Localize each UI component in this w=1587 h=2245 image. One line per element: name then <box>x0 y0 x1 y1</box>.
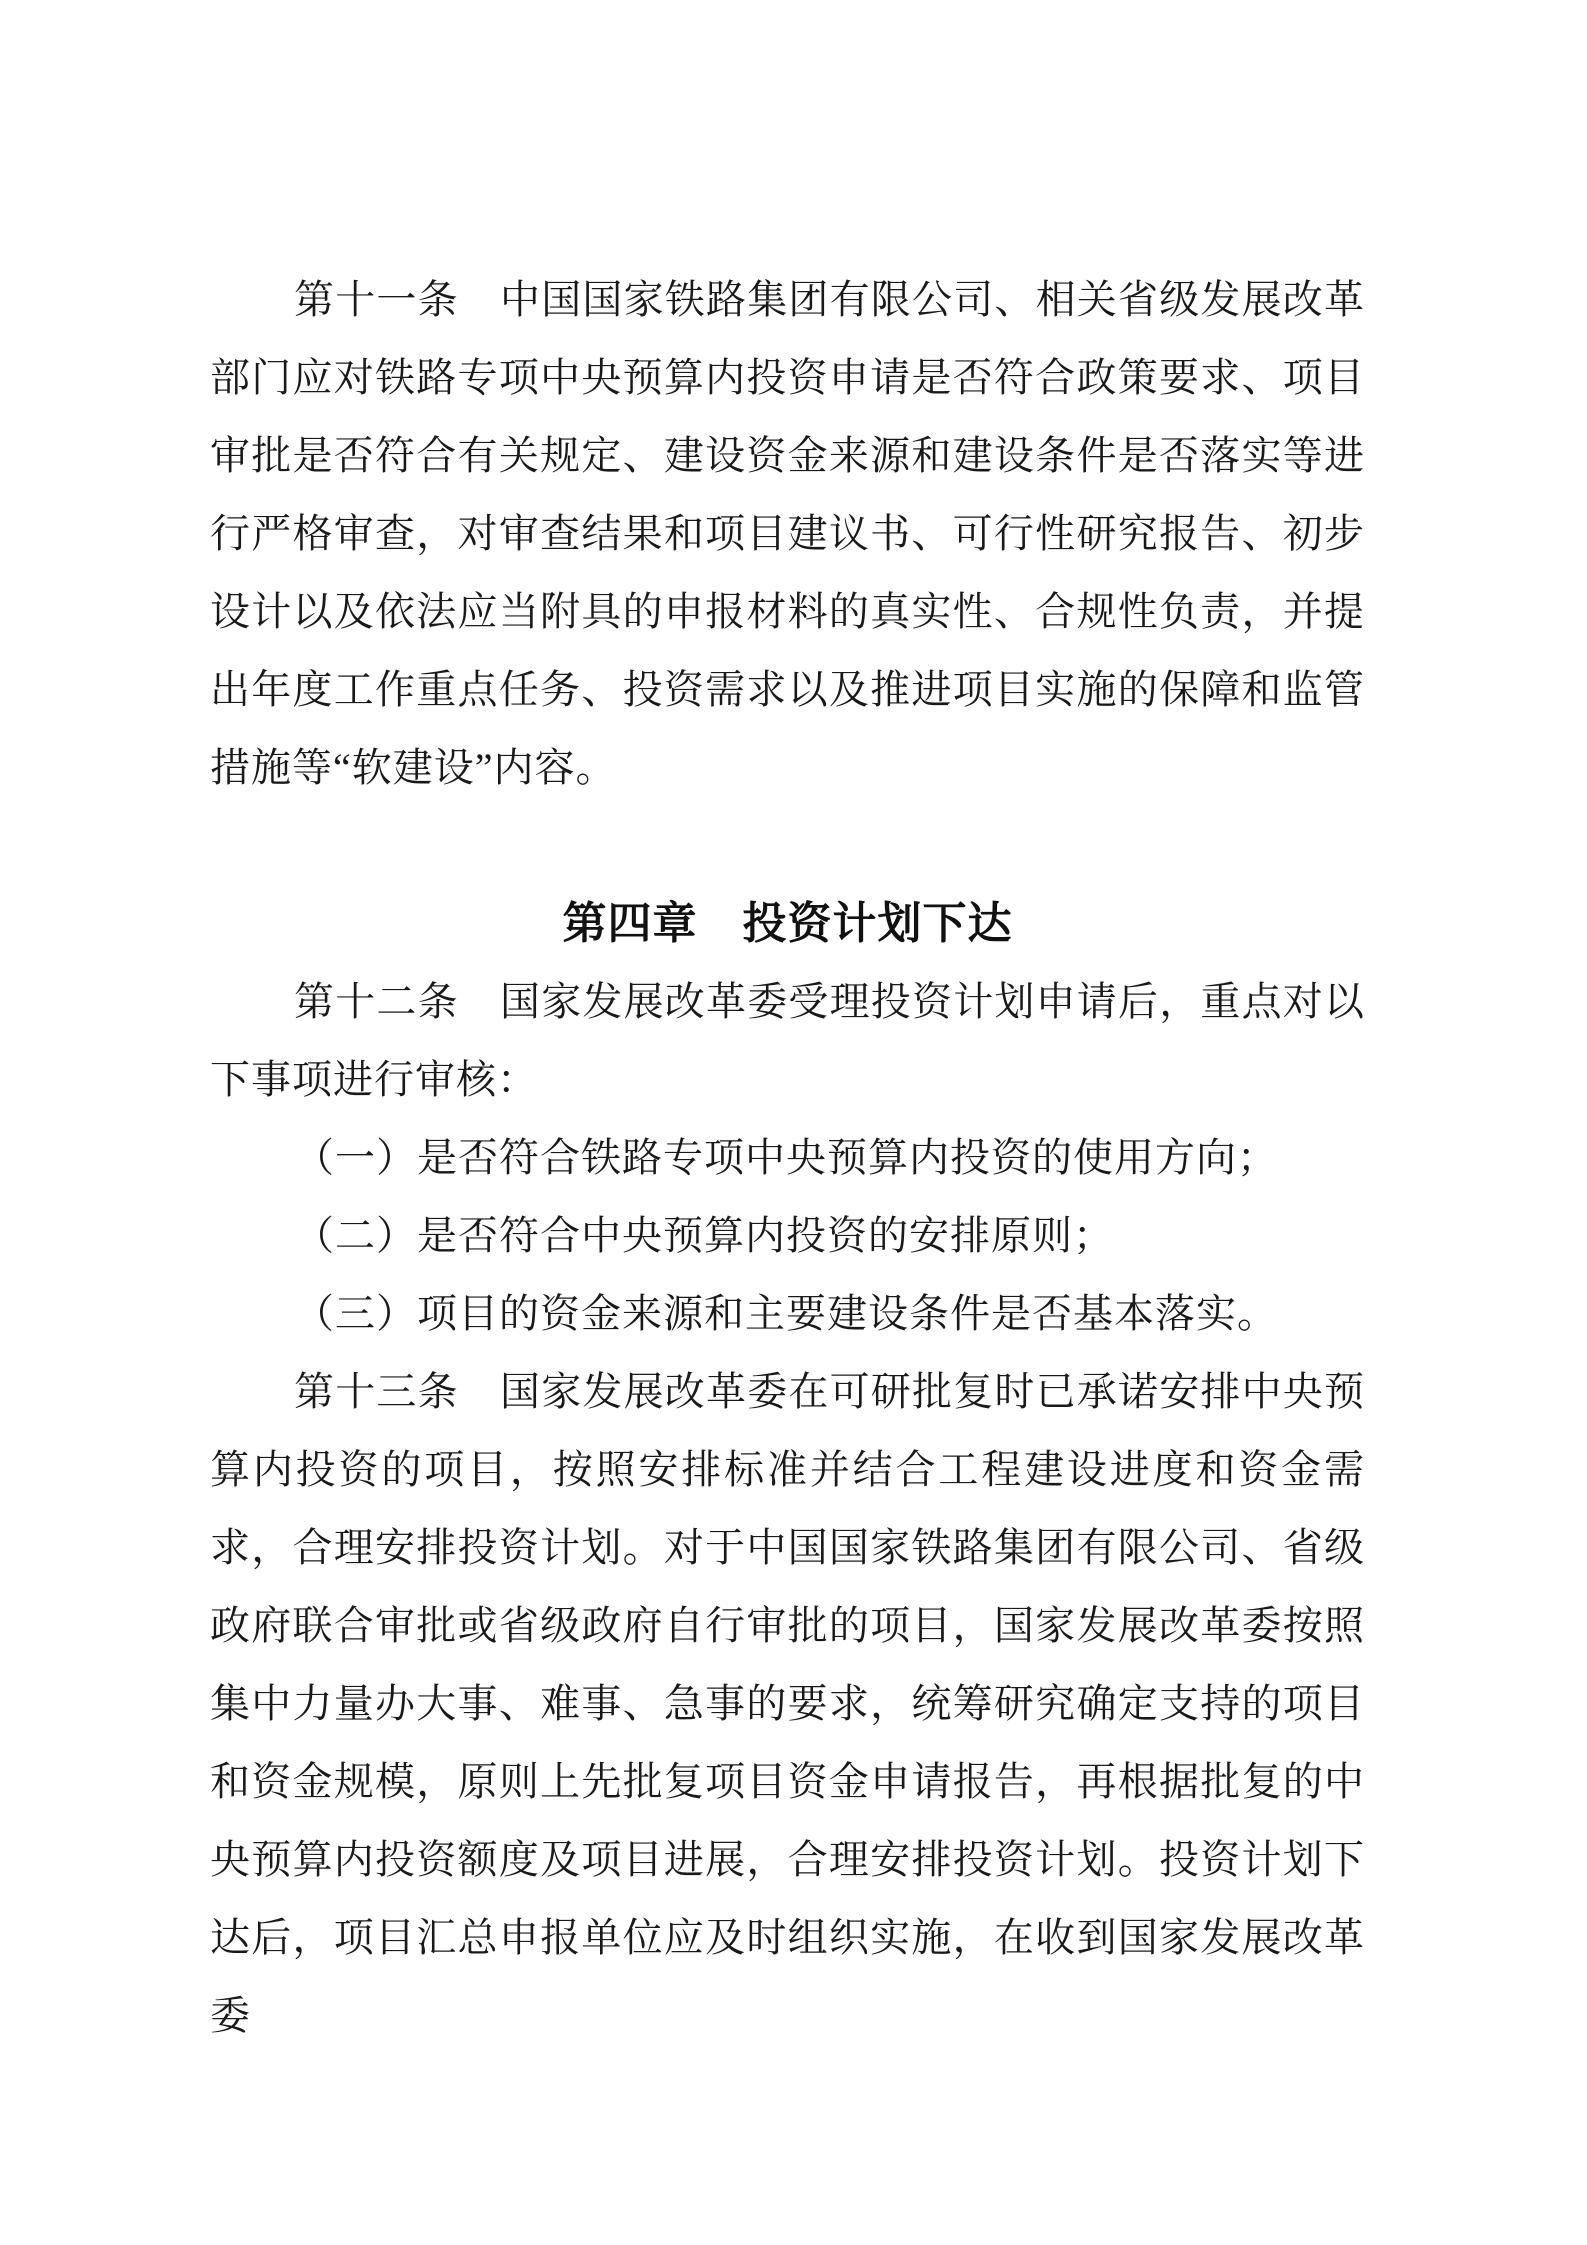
review-item-2: （二）是否符合中央预算内投资的安排原则； <box>294 1213 1114 1258</box>
review-item-3: （三）项目的资金来源和主要建设条件是否基本落实。 <box>294 1291 1278 1336</box>
article-13-paragraph: 第十三条 国家发展改革委在可研批复时已承诺安排中央预算内投资的项目，按照安排标准并结合工程建设进度和资金需求，合理安排投资计划。对于中国国家铁路集团有限公司、省级政府联合审批或省级政府自行审批的项目，国家发展改革委按照集中力量办大事、难事、急事的要求，统筹研究确定支持的项目和资金规模，原则上先批复项目资金申请报告，再根据批复的中央预算内投资额度及项目进展，合理安排投资计划。投资计划下达后，项目汇总申报单位应及时组织实施，在收到国家发展改革委 <box>210 1369 1365 2038</box>
text-column <box>210 261 1365 2055</box>
review-item-1: （一）是否符合铁路专项中央预算内投资的使用方向； <box>294 1135 1278 1180</box>
chapter-4-heading: 第四章 投资计划下达 <box>562 899 1013 948</box>
article-12-intro-paragraph: 第十二条 国家发展改革委受理投资计划申请后，重点对以下事项进行审核： <box>210 979 1365 1102</box>
article-11-paragraph: 第十一条 中国国家铁路集团有限公司、相关省级发展改革部门应对铁路专项中央预算内投资申请是否符合政策要求、项目审批是否符合有关规定、建设资金来源和建设条件是否落实等进行严格审查，对审查结果和项目建议书、可行性研究报告、初步设计以及依法应当附具的申报材料的真实性、合规性负责，并提出年度工作重点任务、投资需求以及推进项目实施的保障和监管措施等“软建设”内容。 <box>210 277 1365 790</box>
